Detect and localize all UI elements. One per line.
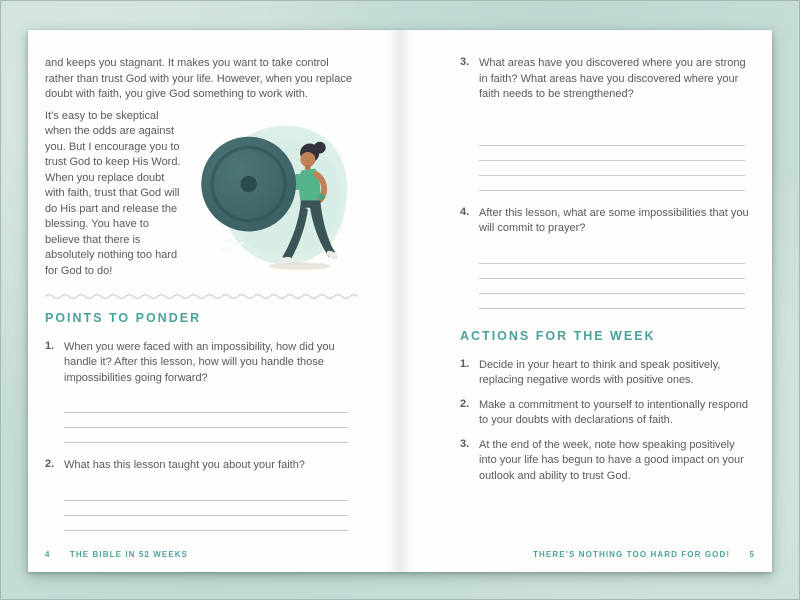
answer-line <box>479 176 745 191</box>
footer-chapter-title: THERE’S NOTHING TOO HARD FOR GOD! <box>533 550 731 559</box>
question-3 <box>460 56 755 191</box>
wavy-divider <box>45 292 358 301</box>
action-item-2 <box>460 398 755 429</box>
section-title-points-to-ponder: POINTS TO PONDER <box>45 310 202 325</box>
question-text: What has this lesson taught you about your faith? <box>64 459 305 471</box>
action-item-3 <box>460 438 755 485</box>
answer-line <box>64 413 348 428</box>
question-number: 2. <box>45 458 55 470</box>
book-spread <box>28 30 772 572</box>
answer-line <box>64 501 348 516</box>
answer-line <box>64 398 348 413</box>
answer-line <box>64 428 348 443</box>
woman-with-shield-illustration <box>194 109 358 281</box>
question-4 <box>460 206 755 309</box>
page-number: 5 <box>749 550 755 559</box>
question-1 <box>45 340 358 444</box>
action-text: Make a commitment to yourself to intentionally respond to your doubts with declarations of faith. <box>479 398 749 426</box>
action-number: 3. <box>460 437 470 450</box>
page-footer-right <box>533 550 755 559</box>
answer-lines <box>479 249 755 309</box>
footer-book-title: THE BIBLE IN 52 WEEKS <box>69 550 189 559</box>
answer-line <box>479 294 745 309</box>
question-number: 1. <box>45 339 55 352</box>
answer-line <box>479 131 745 146</box>
page-right <box>400 30 772 572</box>
question-text: When you were faced with an impossibility, how did you handle it? After this lesson, how will you handle those impossibilities going forward? <box>64 340 335 384</box>
action-text: Decide in your heart to think and speak positively, replacing negative words with positive ones. <box>479 358 721 386</box>
action-item-1 <box>460 358 755 389</box>
wrap-text-block <box>45 109 358 285</box>
answer-line <box>479 146 745 161</box>
question-text: What areas have you discovered where you are strong in faith? What areas have you discovered where your faith needs to be strengthened? <box>479 57 746 100</box>
question-2 <box>45 458 358 531</box>
intro-paragraph: and keeps you stagnant. It makes you want to take control rather than trust God with your life. However, when you replace doubt with faith, you give God something to work with. <box>45 57 352 100</box>
answer-lines <box>479 131 755 191</box>
answer-lines <box>64 398 358 443</box>
question-number: 3. <box>460 56 470 68</box>
question-text: After this lesson, what are some impossibilities that you will commit to prayer? <box>479 206 749 234</box>
answer-line <box>479 249 745 264</box>
page-left <box>28 30 400 572</box>
answer-line <box>479 279 745 294</box>
answer-line <box>479 264 745 279</box>
answer-lines <box>64 486 358 531</box>
answer-line <box>64 516 348 531</box>
action-text: At the end of the week, note how speaking positively into your life has begun to have a good impact on your outlook and ability to trust God. <box>479 438 744 482</box>
action-number: 2. <box>460 397 470 410</box>
section-title-actions-for-the-week: ACTIONS FOR THE WEEK <box>460 328 656 343</box>
wrap-paragraph: It’s easy to be skeptical when the odds are against you. But I encourage you to trust God to keep His Word. When you replace doubt with faith, trust that God will do His part and release the blessing. You have to believe that there is absolutely nothing too hard for God to do! <box>45 109 181 277</box>
action-number: 1. <box>460 357 470 370</box>
answer-line <box>64 486 348 501</box>
page-footer-left <box>45 550 188 559</box>
question-number: 4. <box>460 205 470 218</box>
page-number: 4 <box>45 550 51 559</box>
answer-line <box>479 161 745 176</box>
